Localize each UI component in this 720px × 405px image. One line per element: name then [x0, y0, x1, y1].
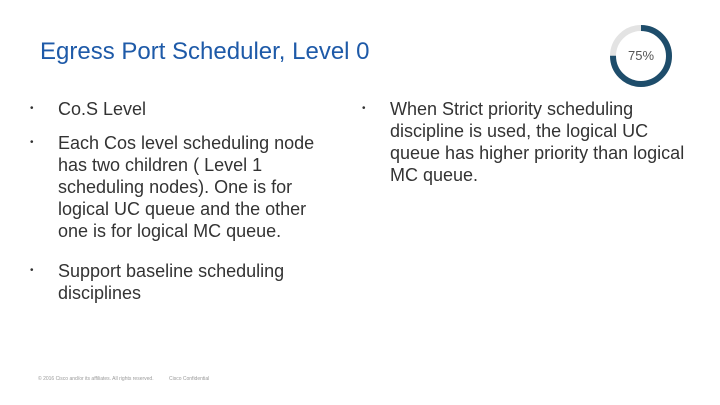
bullet-marker: • [30, 137, 34, 148]
bullet-item [30, 132, 340, 242]
bullet-text: Each Cos level scheduling node has two children ( Level 1 scheduling nodes). One is for logical UC queue and the other one is for logical MC queue. [58, 133, 315, 241]
bullet-marker: • [30, 265, 34, 276]
bullet-item [30, 260, 340, 304]
bullet-item [362, 98, 692, 186]
bullet-marker: • [30, 103, 34, 114]
left-bullet-list [30, 98, 340, 316]
right-bullet-list [362, 98, 692, 200]
footer [38, 376, 223, 382]
bullet-marker: • [362, 103, 366, 114]
footer-copyright: © 2016 Cisco and/or its affiliates. All rights reserved. [38, 376, 154, 382]
bullet-item [30, 98, 340, 120]
bullet-text: Support baseline scheduling disciplines [58, 261, 285, 303]
progress-ring [609, 24, 673, 88]
bullet-text: When Strict priority scheduling discipline is used, the logical UC queue has higher priority than logical MC queue. [390, 99, 685, 185]
slide-title: Egress Port Scheduler, Level 0 [40, 38, 370, 65]
footer-classification: Cisco Confidential [168, 376, 210, 382]
bullet-text: Co.S Level [58, 99, 147, 119]
progress-label: 75% [627, 48, 655, 63]
